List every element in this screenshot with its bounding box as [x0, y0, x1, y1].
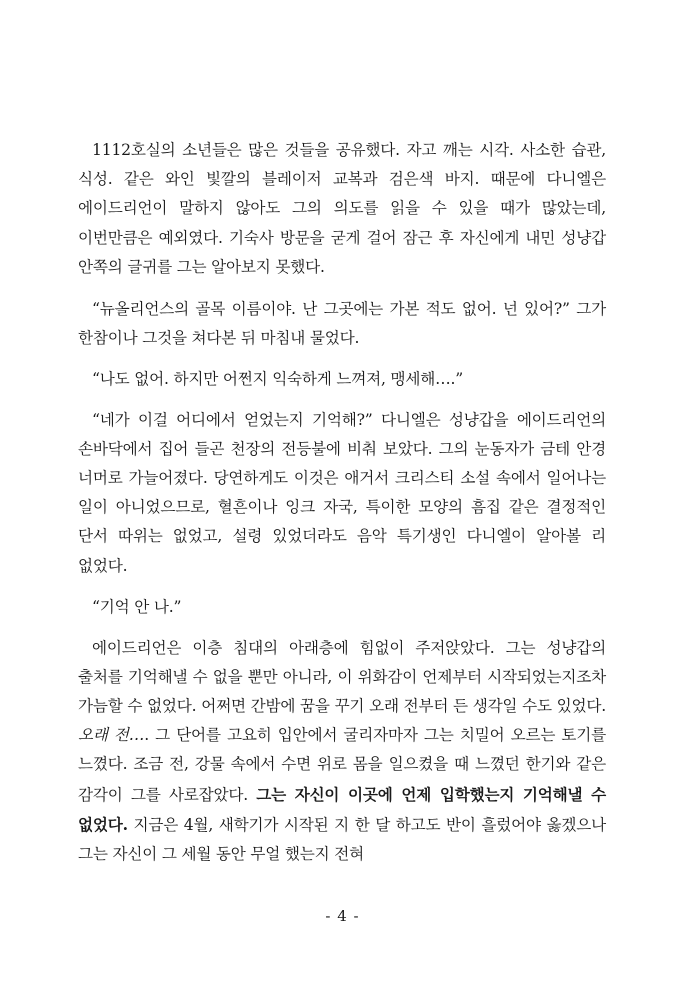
paragraph-5: “기억 안 나.”	[92, 598, 182, 617]
paragraph-6-text-a: 에이드리언은 이층 침대의 아래층에 힘없이 주저앉았다. 그는 성냥갑의 출처를 기억해낼 수 없을 뿐만 아니라, 이 위화감이 언제부터 시작되었는지조차 가늠할 수 없었다. 어쩌면 간밤에 꿈을 꾸기 오래 전부터 든 생각일 수도 있었다.	[78, 638, 606, 715]
page-number: - 4 -	[325, 907, 360, 925]
paragraph-6-bold: 그는 자신이 이곳에 언제 입학했는지 기억해낼 수 없었다.	[78, 784, 606, 834]
paragraph-3: “나도 없어. 하지만 어쩐지 익숙하게 느껴져, 맹세해….”	[92, 370, 464, 389]
body-text	[78, 136, 606, 882]
paragraph-6-italic: 오래 전…	[78, 726, 145, 745]
paragraph-6-text-b: . 그 단어를 고요히 입안에서 굴리자마자 그는 치밀어 오르는 토기를 느꼈다. 조금 전, 강물 속에서 수면 위로 몸을 일으켰을 때 느꼈던 한기와 같은 감각이 그를 사로잡았다.	[78, 726, 606, 804]
paragraph-6	[78, 634, 606, 870]
paragraph-2: “뉴올리언스의 골목 이름이야. 난 그곳에는 가본 적도 없어. 넌 있어?” 그가 한참이나 그것을 쳐다본 뒤 마침내 물었다.	[78, 299, 606, 347]
paragraph-6-text-c: 지금은 4월, 새학기가 시작된 지 한 달 하고도 반이 흘렀어야 옳겠으나 그는 자신이 그 세월 동안 무얼 했는지 전혀	[78, 815, 606, 863]
paragraph-4: “네가 이걸 어디에서 얻었는지 기억해?” 다니엘은 성냥갑을 에이드리언의 손바닥에서 집어 들곤 천장의 전등불에 비춰 보았다. 그의 눈동자가 금테 안경 너머로 가늘어졌다. 당연하게도 이것은 애거서 크리스티 소설 속에서 일어나는 일이 아니었으므로, 혈흔이나 잉크 자국, 특이한 모양의 흠집 같은 결정적인 단서 따위는 없었고, 설령 있었더라도 음악 특기생인 다니엘이 알아볼 리 없었다.	[78, 410, 606, 575]
paragraph-1: 1112호실의 소년들은 많은 것들을 공유했다. 자고 깨는 시각. 사소한 습관, 식성. 같은 와인 빛깔의 블레이저 교복과 검은색 바지. 때문에 다니엘은 에이드리언이 말하지 않아도 그의 의도를 읽을 수 있을 때가 많았는데, 이번만큼은 예외였다. 기숙사 방문을 굳게 걸어 잠근 후 자신에게 내민 성냥갑 안쪽의 글귀를 그는 알아보지 못했다.	[78, 141, 606, 276]
